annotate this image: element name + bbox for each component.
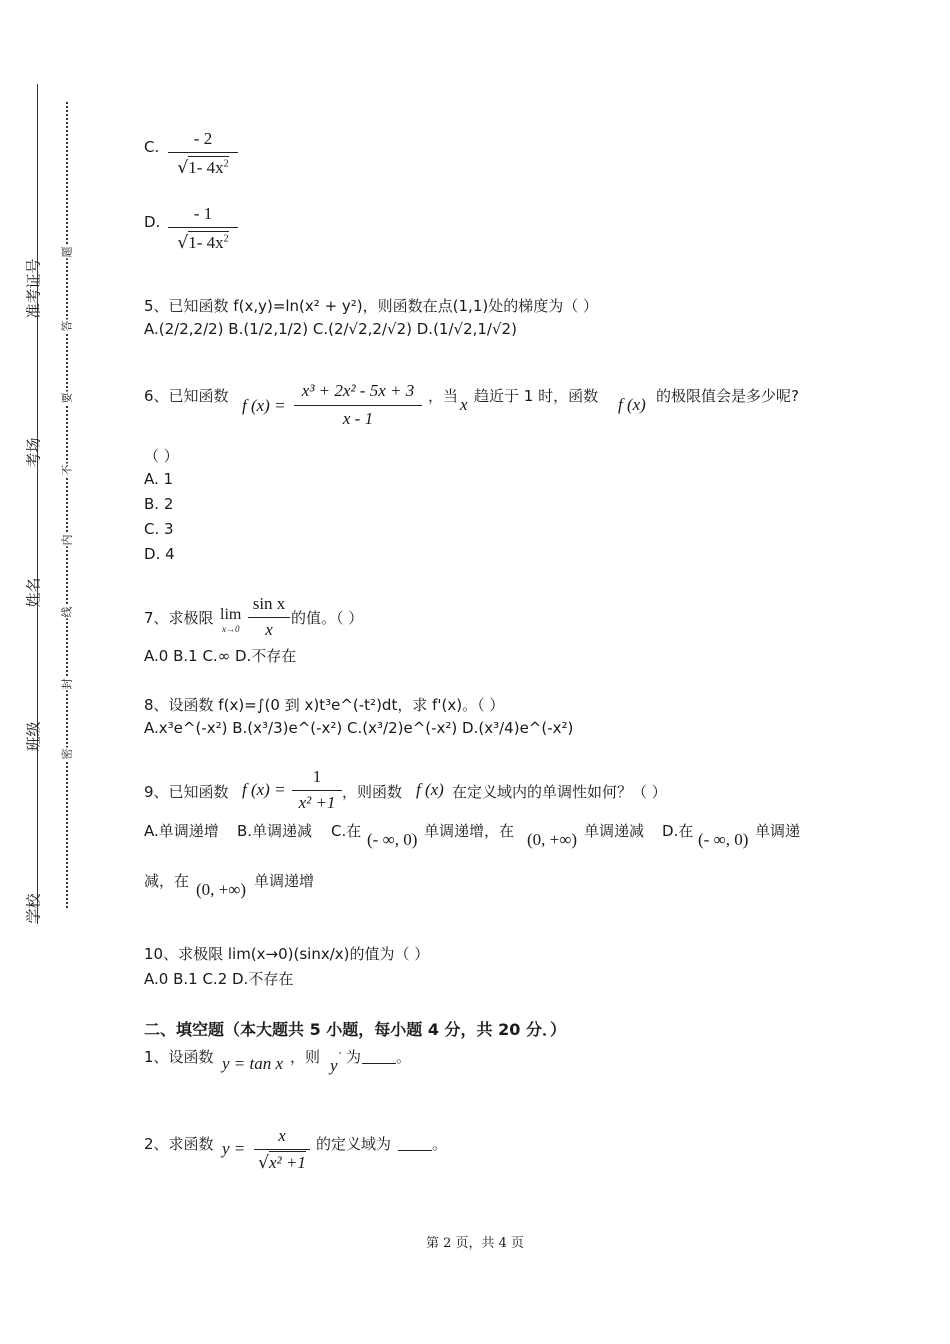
q9-fx: f (x): [416, 780, 444, 799]
q4-c-numerator: - 2: [193, 129, 213, 148]
seal-char: 不: [60, 464, 74, 476]
q6-option-d: D. 4: [144, 545, 175, 563]
f1-answer-blank[interactable]: [362, 1049, 396, 1068]
sqrt-icon: √: [258, 1153, 269, 1173]
q6-numerator: x³ + 2x² - 5x + 3: [301, 381, 415, 400]
fraction-bar: [168, 152, 238, 153]
q7-suffix: 的值。（ ）: [291, 609, 364, 627]
q9-line2-prefix: 减，在: [144, 872, 190, 890]
q7-options: A.0 B.1 C.∞ D.不存在: [144, 647, 297, 665]
q9-option-c-prefix: C.在: [331, 822, 362, 840]
q9-prefix: 9、已知函数: [144, 783, 229, 801]
q6-paren: （ ）: [144, 447, 179, 465]
f1-var: y: [330, 1056, 338, 1075]
q6-option-a: A. 1: [144, 470, 174, 488]
q9-suffix: 在定义域内的单调性如何？（ ）: [452, 783, 667, 801]
q4-option-d-label: D.: [144, 213, 161, 231]
seal-char: 封: [60, 678, 74, 690]
seal-char: 线: [60, 606, 74, 618]
q9-denominator: x² +1: [298, 793, 336, 812]
binding-line: [37, 84, 38, 924]
q6-lhs: f (x) =: [242, 396, 286, 415]
sqrt-icon: √: [177, 233, 189, 253]
q6-prefix: 6、已知函数: [144, 387, 229, 405]
q6-fraction: [294, 381, 422, 431]
page-number: 第 2 页，共 4 页: [425, 1236, 525, 1251]
q7-lim-subscript: x→0: [222, 624, 240, 634]
q9-mid: ，则函数: [342, 783, 403, 801]
q8-stem: 8、设函数 f(x)=∫(0 到 x)t³e^(-t²)dt，求 f'(x)。（ ）: [144, 696, 505, 714]
q9-option-b: B.单调递减: [237, 822, 313, 840]
fraction-bar: [248, 617, 290, 618]
f2-denominator: √x² +1: [258, 1153, 306, 1173]
q4-option-d-fraction: [168, 203, 238, 259]
seal-char: 内: [60, 534, 74, 546]
q7-denominator: x: [265, 620, 273, 639]
fraction-bar: [254, 1149, 310, 1150]
f2-fraction: [254, 1126, 310, 1178]
q9-line2-end: 单调递增: [254, 872, 315, 890]
seal-dotted-line: [66, 102, 68, 908]
q4-d-denominator: √1- $4x^2$: [177, 233, 229, 253]
q9-option-d-prefix: D.在: [662, 822, 694, 840]
q10-stem: 10、求极限 lim(x→0)(sinx/x)的值为（ ）: [144, 945, 430, 963]
label-name: 姓名: [24, 577, 43, 608]
q6-option-c: C. 3: [144, 520, 174, 538]
q4-d-numerator: - 1: [193, 204, 213, 223]
seal-char: 答: [60, 320, 74, 332]
q9-interval-3: (- ∞, 0): [698, 830, 749, 849]
q9-option-c-mid: 单调递增，在: [424, 822, 515, 840]
f2-answer-blank[interactable]: [398, 1136, 432, 1155]
f1-prime: ′: [339, 1050, 342, 1062]
q9-option-c-end: 单调递减: [584, 822, 645, 840]
q6-denominator: x - 1: [342, 409, 374, 428]
f1-expression: y = tan x: [222, 1054, 284, 1073]
q4-option-c-fraction: [168, 128, 238, 184]
f2-end: 。: [432, 1135, 448, 1153]
q9-interval-4: (0, +∞): [196, 880, 247, 899]
q8-options: A.x³e^(-x²) B.(x³/3)e^(-x²) C.(x³/2)e^(-x²) D.(x³/4)e^(-x²): [144, 719, 574, 737]
f1-end: 。: [396, 1048, 412, 1066]
q4-c-denominator: √1- $4x^2$: [177, 158, 229, 178]
q5-options: A.(2/2,2/2) B.(1/2,1/2) C.(2/√2,2/√2) D.(1/√2,1/√2): [144, 320, 517, 338]
label-school: 学校: [24, 893, 43, 924]
sqrt-icon: √: [177, 158, 189, 178]
q9-option-d-mid: 单调递: [755, 822, 801, 840]
q6-fx: f (x): [618, 395, 646, 414]
q9-option-a: A.单调递增: [144, 822, 219, 840]
f1-prefix: 1、设函数: [144, 1048, 214, 1066]
label-class: 班级: [24, 721, 43, 752]
q6-var: x: [460, 395, 468, 414]
seal-char: 要: [60, 392, 74, 404]
q6-mid1: ，当: [428, 387, 459, 405]
q7-numerator: sin x: [252, 594, 286, 613]
q9-interval-1: (- ∞, 0): [367, 830, 418, 849]
q7-lim: lim: [220, 606, 242, 623]
q7-fraction: [248, 594, 290, 642]
f2-numerator: x: [278, 1126, 286, 1145]
section-2-heading: 二、填空题（本大题共 5 小题，每小题 4 分，共 20 分．）: [144, 1020, 566, 1039]
q4-option-c-label: C.: [144, 138, 160, 156]
seal-char: 密: [60, 748, 74, 760]
q5-stem: 5、已知函数 f(x,y)=ln(x² + y²)，则函数在点(1,1)处的梯度为（ ）: [144, 297, 598, 315]
label-exam-room: 考场: [24, 437, 43, 468]
fraction-bar: [292, 790, 342, 791]
f2-prefix: 2、求函数: [144, 1135, 214, 1153]
q7-prefix: 7、求极限: [144, 609, 214, 627]
q9-interval-2: (0, +∞): [527, 830, 578, 849]
q9-fraction: [292, 767, 342, 817]
f2-lhs: y =: [222, 1139, 246, 1158]
q6-suffix: 的极限值会是多少呢?: [656, 387, 799, 405]
label-exam-number: 准考证号: [24, 258, 43, 319]
q6-mid2: 趋近于 1 时，函数: [474, 387, 599, 405]
f1-mid: ，则: [290, 1048, 321, 1066]
q6-option-b: B. 2: [144, 495, 174, 513]
seal-char: 题: [60, 246, 74, 258]
q9-lhs: f (x) =: [242, 780, 286, 799]
q9-numerator: 1: [312, 767, 322, 786]
fraction-bar: [294, 405, 422, 406]
fraction-bar: [168, 227, 238, 228]
f1-suffix: 为: [346, 1048, 362, 1066]
f2-suffix: 的定义域为: [316, 1135, 392, 1153]
q10-options: A.0 B.1 C.2 D.不存在: [144, 970, 294, 988]
